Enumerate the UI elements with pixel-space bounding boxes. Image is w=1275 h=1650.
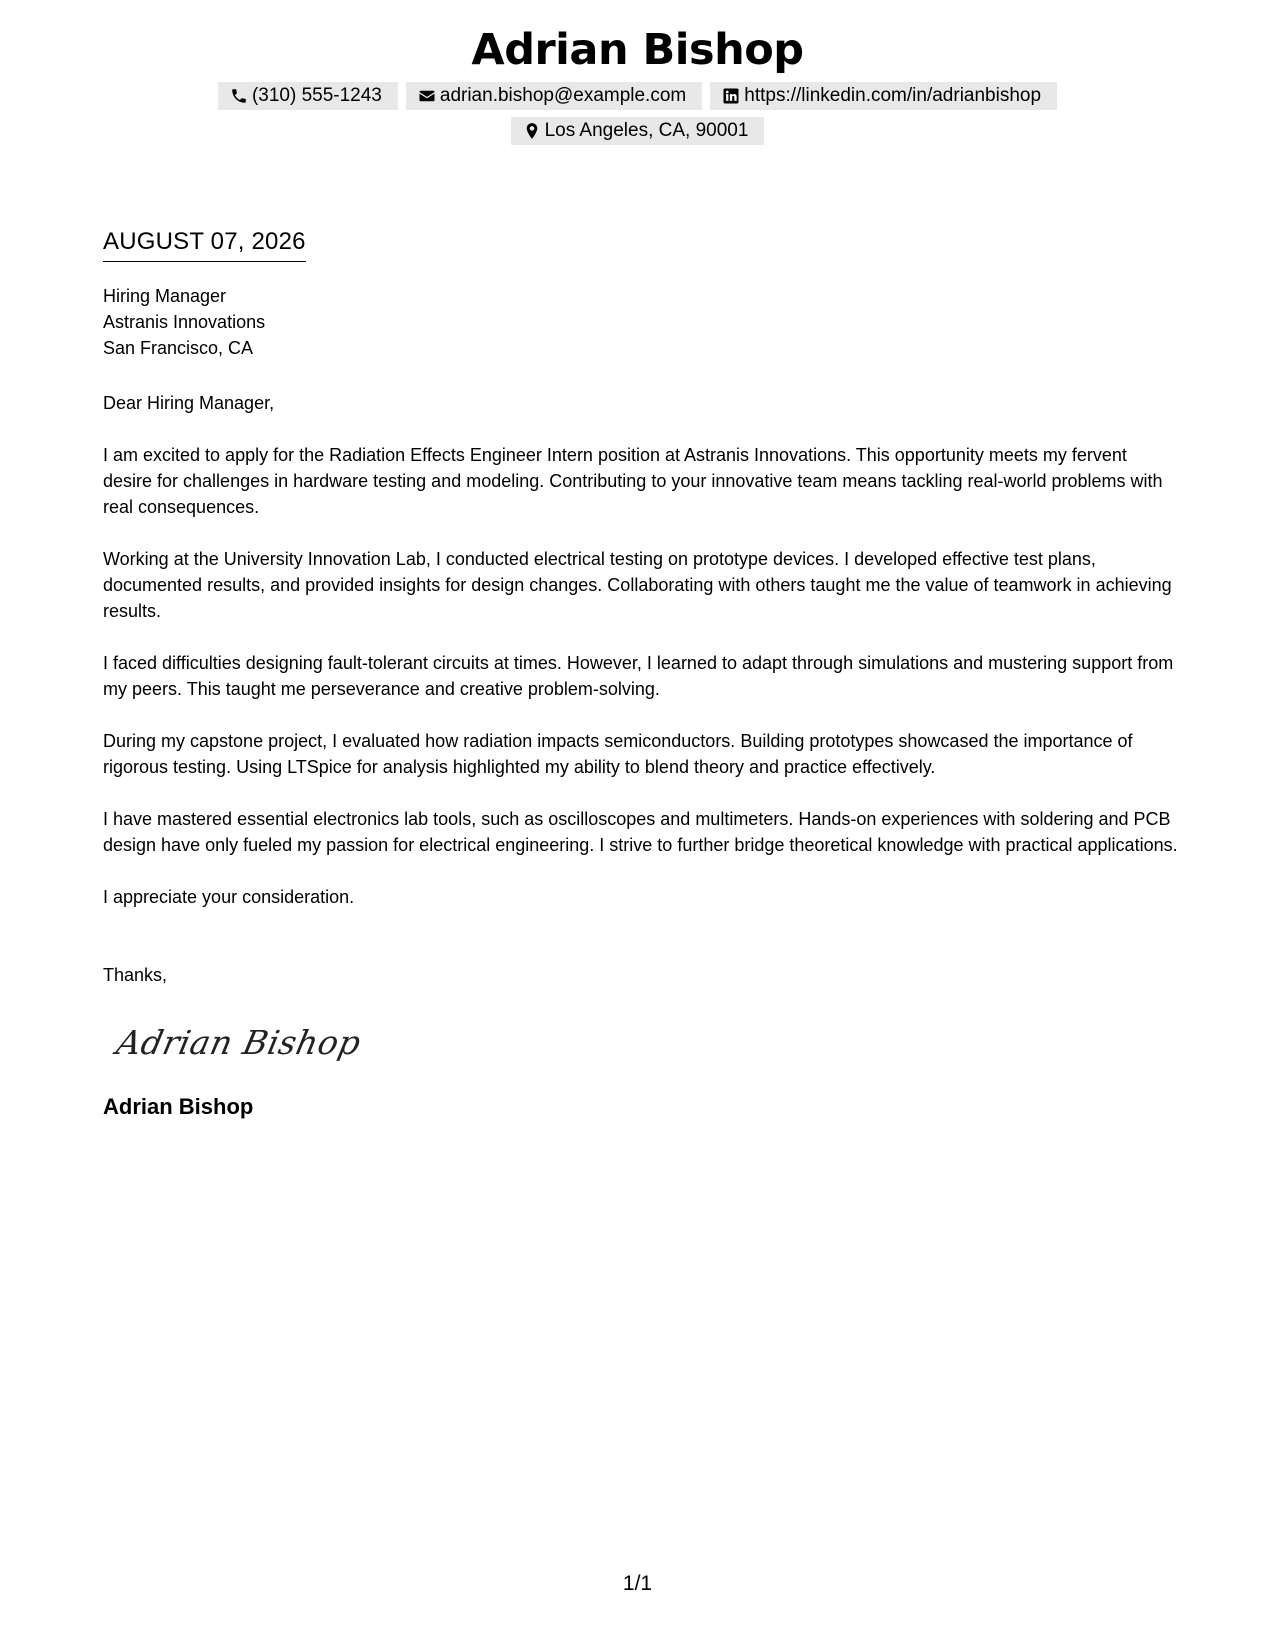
signature-script: Adrian Bishop — [113, 1023, 365, 1062]
paragraph-skills: I have mastered essential electronics lab tools, such as oscilloscopes and multimeters. Hands-on experiences with soldering and PCB design have only fueled my passion for electrical engineering. I strive to further bridge theoretical knowledge with practical applications. — [103, 809, 1178, 855]
greeting: Dear Hiring Manager, — [103, 393, 275, 413]
recipient-location: San Francisco, CA — [103, 338, 254, 358]
applicant-name: Adrian Bishop — [471, 25, 804, 75]
signature-image — [111, 1016, 371, 1072]
linkedin-icon — [722, 87, 740, 105]
letter-body — [103, 227, 1178, 1121]
phone-text: (310) 555-1243 — [251, 85, 382, 106]
map-pin-icon — [523, 122, 541, 140]
contact-row-secondary — [0, 117, 1275, 145]
recipient-block — [103, 283, 1178, 361]
location-text: Los Angeles, CA, 90001 — [544, 120, 749, 141]
contact-phone[interactable] — [218, 82, 398, 110]
linkedin-text: https://linkedin.com/in/adrianbishop — [744, 85, 1042, 106]
closing: Thanks, — [103, 965, 168, 985]
contact-email[interactable] — [406, 82, 702, 110]
recipient-company: Astranis Innovations — [103, 312, 266, 332]
letter-date: AUGUST 07, 2026 — [103, 227, 306, 262]
paragraph-experience: Working at the University Innovation Lab, I conducted electrical testing on prototype devices. I developed effective test plans, documented results, and provided insights for design changes. Collaborating with others taught me the value of teamwork in achieving results. — [103, 549, 1172, 621]
email-text: adrian.bishop@example.com — [439, 85, 687, 106]
phone-icon — [230, 87, 248, 105]
page-number: 1/1 — [622, 1572, 653, 1595]
paragraph-appreciation: I appreciate your consideration. — [103, 887, 355, 907]
contact-location[interactable] — [511, 117, 765, 145]
paragraph-challenges: I faced difficulties designing fault-tolerant circuits at times. However, I learned to adapt through simulations and mustering support from my peers. This taught me perseverance and creative problem-solving. — [103, 653, 1174, 699]
contact-linkedin[interactable] — [710, 82, 1057, 110]
envelope-icon — [418, 87, 436, 105]
recipient-title: Hiring Manager — [103, 286, 227, 306]
letter-header — [0, 22, 1275, 145]
signer-name: Adrian Bishop — [103, 1094, 254, 1119]
paragraph-intro: I am excited to apply for the Radiation Effects Engineer Intern position at Astranis Innovations. This opportunity meets my fervent desire for challenges in hardware testing and modeling. Contributing to your innovative team means tackling real-world problems with real consequences. — [103, 445, 1163, 517]
paragraph-capstone: During my capstone project, I evaluated how radiation impacts semiconductors. Building prototypes showcased the importance of rigorous testing. Using LTSpice for analysis highlighted my ability to blend theory and practice effectively. — [103, 731, 1133, 777]
contact-row-primary — [0, 82, 1275, 110]
